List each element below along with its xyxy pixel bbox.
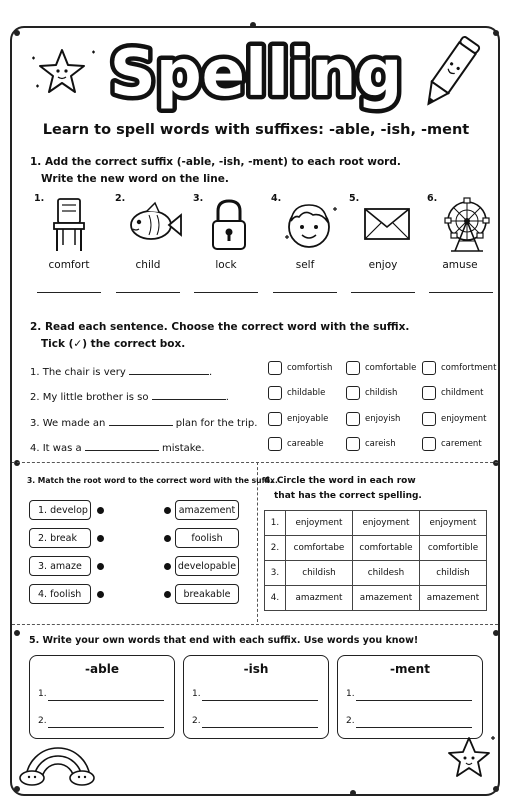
sentence-2: 2. My little brother is so . xyxy=(30,389,229,403)
table-row: 2. comfortabe comfortable comfortible xyxy=(265,536,487,561)
root-word: lock xyxy=(215,259,237,271)
option-checkbox[interactable]: childable xyxy=(268,386,325,400)
picture-item-2: 2. xyxy=(115,193,189,253)
root-word: enjoy xyxy=(368,259,398,271)
option-checkbox[interactable]: careish xyxy=(346,437,396,451)
chair-icon xyxy=(46,197,96,253)
checkbox xyxy=(346,412,360,426)
word-choice[interactable]: amazement xyxy=(420,586,487,611)
match-dot[interactable] xyxy=(164,563,171,570)
word-choice[interactable]: enjoyment xyxy=(420,511,487,536)
section2-instruction-2: Tick (✓) the correct box. xyxy=(41,338,186,350)
match-right-item[interactable]: breakable xyxy=(175,584,239,604)
section1-instruction-2: Write the new word on the line. xyxy=(41,173,229,185)
word-choice[interactable]: childesh xyxy=(353,561,420,586)
word-choice[interactable]: comfortible xyxy=(420,536,487,561)
suffix-card-able: -able 1. 2. xyxy=(29,655,175,739)
rainbow-icon xyxy=(18,736,98,786)
root-word: comfort xyxy=(48,259,90,271)
card-heading: -able xyxy=(85,662,119,676)
sentence-1: 1. The chair is very . xyxy=(30,364,212,378)
option-checkbox[interactable]: enjoyable xyxy=(268,412,328,426)
checkbox xyxy=(346,386,360,400)
suffix-card-ment: -ment 1. 2. xyxy=(337,655,483,739)
suffix-card-ish: -ish 1. 2. xyxy=(183,655,329,739)
section3-instruction: 3. Match the root word to the correct word with the suffix. xyxy=(27,476,278,485)
word-choice[interactable]: enjoyment xyxy=(286,511,353,536)
table-row: 4. amazment amazement amazement xyxy=(265,586,487,611)
section4-instruction: 4. Circle the word in each row xyxy=(264,476,416,486)
star-face-icon xyxy=(32,50,95,92)
match-dot[interactable] xyxy=(97,591,104,598)
match-dot[interactable] xyxy=(164,507,171,514)
checkbox xyxy=(422,386,436,400)
answer-line[interactable] xyxy=(116,292,180,293)
sentence-4: 4. It was a mistake. xyxy=(30,440,205,454)
checkbox xyxy=(346,361,360,375)
word-choice[interactable]: amazement xyxy=(353,586,420,611)
option-checkbox[interactable]: comfortable xyxy=(346,361,416,375)
match-left-item[interactable]: 2. break xyxy=(29,528,91,548)
match-dot[interactable] xyxy=(97,563,104,570)
checkbox xyxy=(268,437,282,451)
sentence-blank[interactable] xyxy=(85,440,159,451)
match-left-item[interactable]: 4. foolish xyxy=(29,584,91,604)
picture-item-1: 1. xyxy=(34,193,108,253)
section-divider xyxy=(12,462,498,463)
section-divider xyxy=(12,624,498,625)
checkbox xyxy=(422,361,436,375)
sentence-blank[interactable] xyxy=(109,415,173,426)
star-face-icon xyxy=(445,730,499,784)
spelling-table xyxy=(264,510,487,611)
write-line[interactable] xyxy=(356,727,472,728)
word-choice[interactable]: enjoyment xyxy=(353,511,420,536)
match-right-item[interactable]: amazement xyxy=(175,500,239,520)
write-line[interactable] xyxy=(356,700,472,701)
option-checkbox[interactable]: comfortment xyxy=(422,361,496,375)
root-word: amuse xyxy=(442,259,478,271)
match-dot[interactable] xyxy=(164,535,171,542)
answer-line[interactable] xyxy=(351,292,415,293)
checkbox xyxy=(268,412,282,426)
option-checkbox[interactable]: enjoyish xyxy=(346,412,400,426)
root-word: child xyxy=(135,259,161,271)
sentence-blank[interactable] xyxy=(152,389,226,400)
option-checkbox[interactable]: childish xyxy=(346,386,397,400)
sentence-3: 3. We made an plan for the trip. xyxy=(30,415,257,429)
section1-instruction: 1. Add the correct suffix (-able, -ish, -ment) to each root word. xyxy=(30,156,401,168)
picture-item-5: 5. xyxy=(349,193,423,253)
option-checkbox[interactable]: careable xyxy=(268,437,324,451)
match-left-item[interactable]: 1. develop xyxy=(29,500,91,520)
page-title: Spelling xyxy=(109,37,403,111)
pencil-face-icon xyxy=(420,36,480,110)
option-checkbox[interactable]: enjoyment xyxy=(422,412,486,426)
checkbox xyxy=(422,412,436,426)
word-choice[interactable]: amazment xyxy=(286,586,353,611)
match-left-item[interactable]: 3. amaze xyxy=(29,556,91,576)
match-dot[interactable] xyxy=(97,507,104,514)
write-line[interactable] xyxy=(48,700,164,701)
card-heading: -ish xyxy=(243,662,269,676)
match-right-item[interactable]: developable xyxy=(175,556,239,576)
answer-line[interactable] xyxy=(194,292,258,293)
word-choice[interactable]: childish xyxy=(420,561,487,586)
answer-line[interactable] xyxy=(273,292,337,293)
word-choice[interactable]: childish xyxy=(286,561,353,586)
table-row: 1. enjoyment enjoyment enjoyment xyxy=(265,511,487,536)
option-checkbox[interactable]: carement xyxy=(422,437,482,451)
ferris-wheel-icon xyxy=(439,197,495,255)
sentence-blank[interactable] xyxy=(129,364,209,375)
match-dot[interactable] xyxy=(97,535,104,542)
fish-icon xyxy=(127,197,183,253)
write-line[interactable] xyxy=(202,727,318,728)
picture-item-4: 4. xyxy=(271,193,345,253)
match-right-item[interactable]: foolish xyxy=(175,528,239,548)
match-dot[interactable] xyxy=(164,591,171,598)
picture-item-3: 3. xyxy=(193,193,267,253)
section4-instruction-2: that has the correct spelling. xyxy=(274,491,422,501)
root-word: self xyxy=(295,259,315,271)
section2-instruction: 2. Read each sentence. Choose the correct word with the suffix. xyxy=(30,321,410,333)
card-heading: -ment xyxy=(390,662,430,676)
boy-face-icon xyxy=(283,197,339,253)
picture-item-6: 6. xyxy=(427,193,501,253)
word-choice[interactable]: comfortabe xyxy=(286,536,353,561)
checkbox xyxy=(422,437,436,451)
padlock-icon xyxy=(205,197,255,253)
word-choice[interactable]: comfortable xyxy=(353,536,420,561)
answer-line[interactable] xyxy=(37,292,101,293)
write-line[interactable] xyxy=(202,700,318,701)
checkbox xyxy=(346,437,360,451)
page-subtitle: Learn to spell words with suffixes: -able, -ish, -ment xyxy=(42,122,470,138)
option-checkbox[interactable]: childment xyxy=(422,386,483,400)
title-graphic xyxy=(0,0,512,120)
write-line[interactable] xyxy=(48,727,164,728)
envelope-icon xyxy=(361,197,415,253)
table-row: 3. childish childesh childish xyxy=(265,561,487,586)
section5-instruction: 5. Write your own words that end with each suffix. Use words you know! xyxy=(29,635,419,646)
checkbox xyxy=(268,386,282,400)
checkbox xyxy=(268,361,282,375)
answer-line[interactable] xyxy=(429,292,493,293)
option-checkbox[interactable]: comfortish xyxy=(268,361,332,375)
